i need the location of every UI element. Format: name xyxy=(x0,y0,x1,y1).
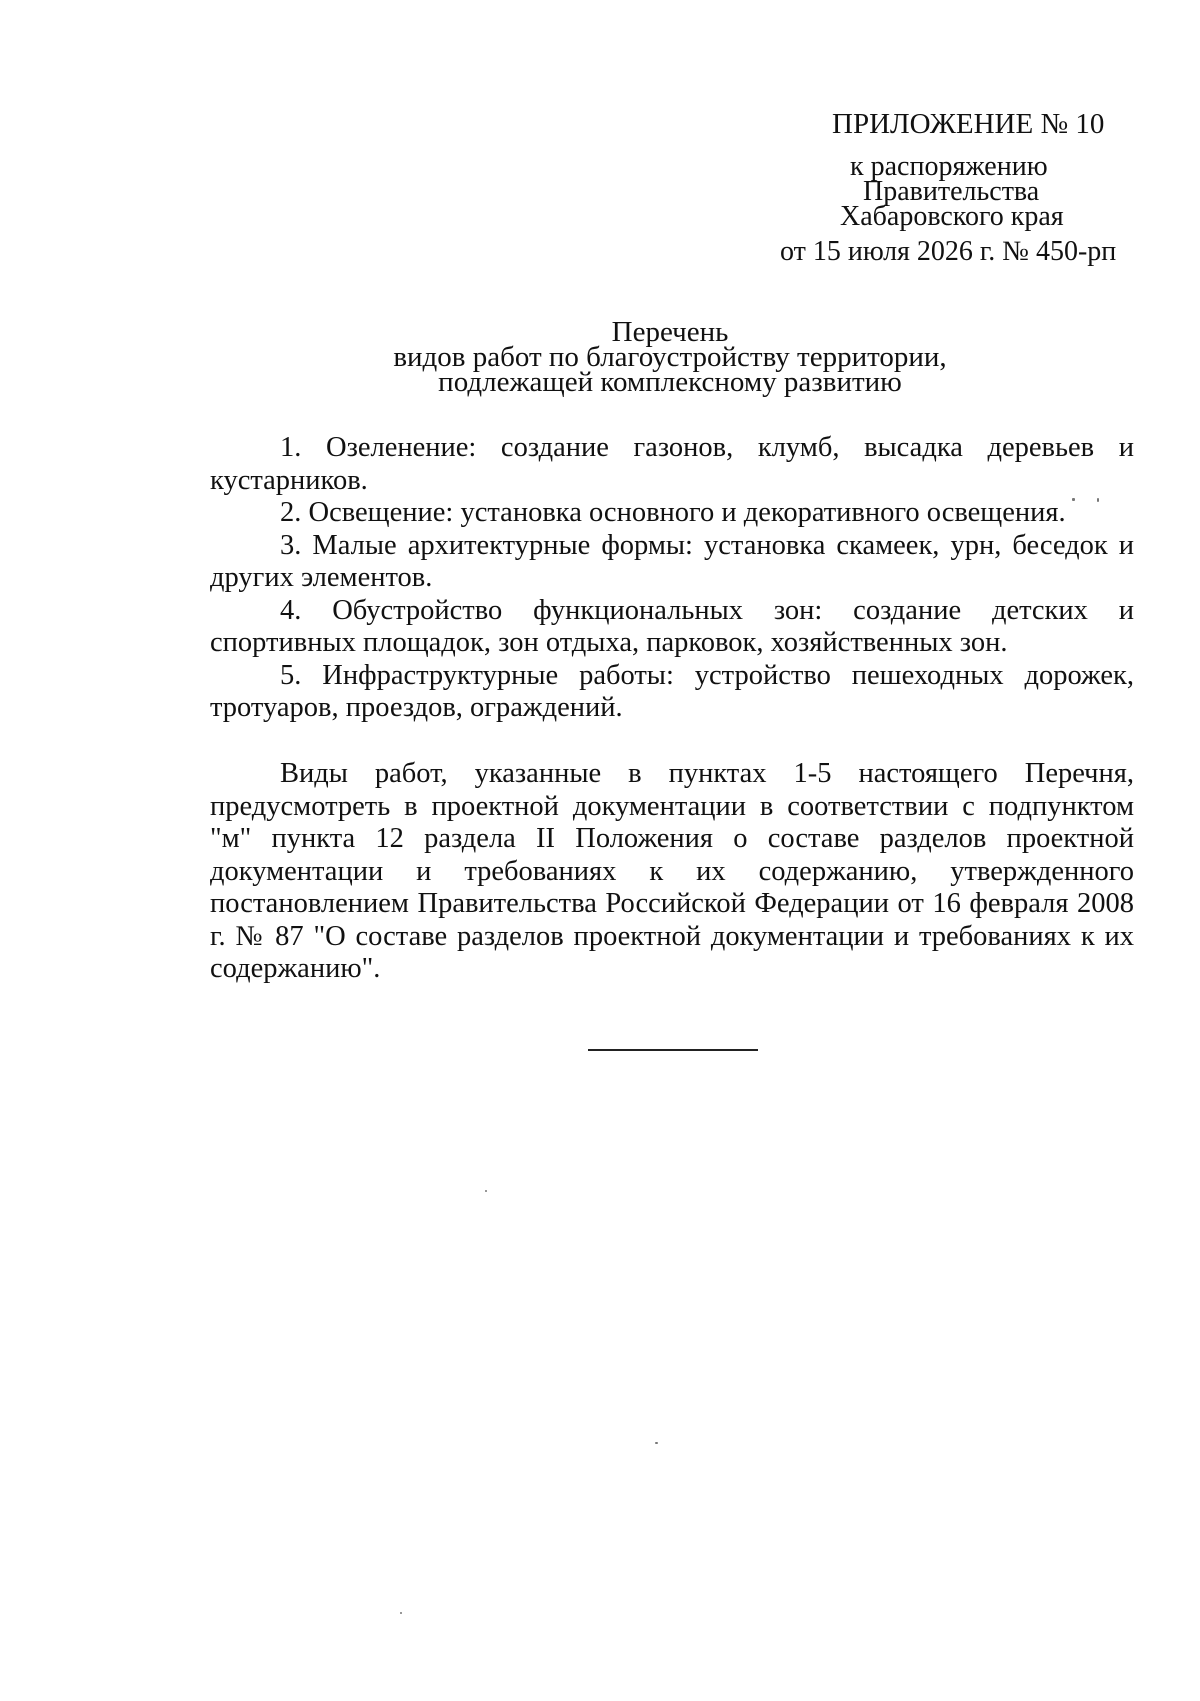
concluding-paragraph xyxy=(210,758,1134,986)
appendix-label: ПРИЛОЖЕНИЕ № 10 xyxy=(832,108,1105,140)
title-line-2: видов работ по благоустройству территории, xyxy=(393,341,947,373)
list-item: 3. Малые архитектурные формы: установка скамеек, урн, беседок и других элементов. xyxy=(210,529,1134,593)
title-line-3: подлежащей комплексному развитию xyxy=(438,366,902,398)
scan-speck xyxy=(1097,498,1099,502)
title-line-1: Перечень xyxy=(611,316,729,348)
scan-speck xyxy=(1072,498,1075,501)
list-item: 2. Освещение: установка основного и декоративного освещения. xyxy=(280,497,1066,528)
document-title xyxy=(210,316,1130,398)
region-line: Хабаровского края xyxy=(840,201,1064,232)
list-item: 5. Инфраструктурные работы: устройство пешеходных дорожек, тротуаров, проездов, ограждений. xyxy=(210,659,1134,723)
end-divider xyxy=(588,1049,758,1051)
government-line: Правительства xyxy=(863,176,1040,207)
note-text: Виды работ, указанные в пунктах 1-5 настоящего Перечня, предусмотреть в проектной документации в соответствии с подпунктом "м" пункта 12 раздела II Положения о составе разделов проектной документации и требованиях к их содержанию, утвержденного постановлением Правительства Российской Федерации от 16 февраля 2008 г. № 87 "О составе разделов проектной документации и требованиях к их содержанию". xyxy=(210,758,1134,984)
list-item: 1. Озеленение: создание газонов, клумб, высадка деревьев и кустарников. xyxy=(210,432,1134,496)
order-reference: от 15 июля 2026 г. № 450-рп xyxy=(780,236,1117,267)
scan-speck xyxy=(655,1442,658,1444)
scan-speck xyxy=(485,1190,487,1192)
to-order-line: к распоряжению xyxy=(850,151,1048,182)
list-item: 4. Обустройство функциональных зон: создание детских и спортивных площадок, зон отдыха, парковок, хозяйственных зон. xyxy=(210,594,1134,658)
scan-speck xyxy=(400,1612,402,1614)
work-types-list xyxy=(210,432,1134,725)
